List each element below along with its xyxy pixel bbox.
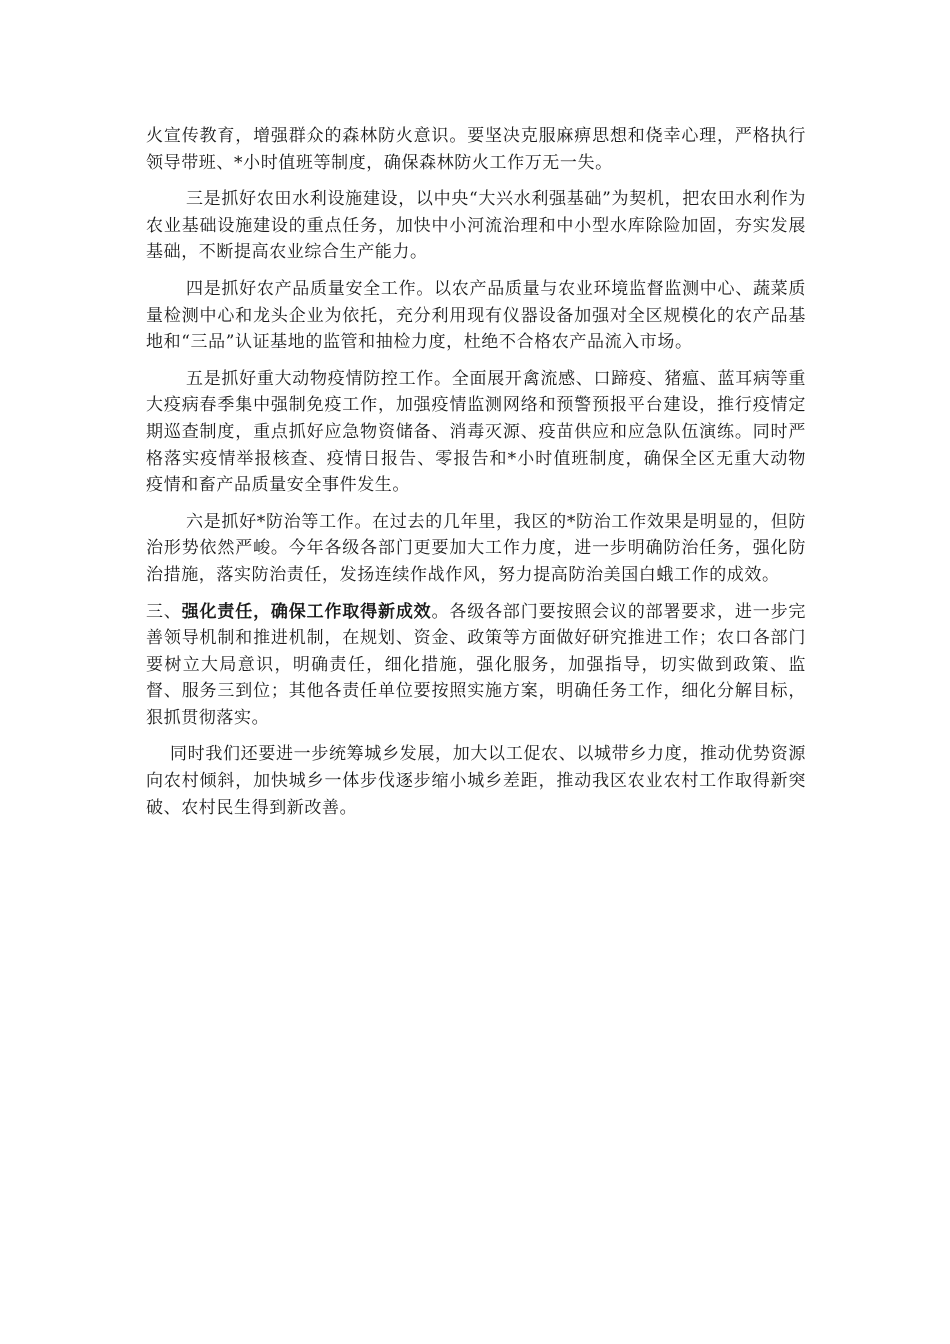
paragraph-irrigation: 三是抓好农田水利设施建设，以中央“大兴水利强基础”为契机，把农田水利作为农业基础设施建设的重点任务，加快中小河流治理和中小型水库除险加固，夯实发展基础，不断提高农业综合生产能力。: [146, 189, 806, 263]
paragraph-forest-fire-continued: 火宣传教育，增强群众的森林防火意识。要坚决克服麻痹思想和侥幸心理，严格执行领导带班、*小时值班等制度，确保森林防火工作万无一失。: [146, 126, 806, 173]
paragraph-pest-control: 六是抓好*防治等工作。在过去的几年里，我区的*防治工作效果是明显的，但防治形势依然严峻。今年各级各部门更要加大工作力度，进一步明确防治任务，强化防治措施，落实防治责任，发扬连续作战作风，努力提高防治美国白蛾工作的成效。: [146, 511, 806, 585]
section-three-body: 。各级各部门要按照会议的部署要求，进一步完善领导机制和推进机制，在规划、资金、政策等方面做好研究推进工作；农口各部门要树立大局意识，明确责任，细化措施，强化服务，加强指导，切实做到政策、监督、服务三到位；其他各责任单位要按照实施方案，明确任务工作，细化分解目标，狠抓贯彻落实。: [146, 601, 807, 728]
paragraph-product-quality: 四是抓好农产品质量安全工作。以农产品质量与农业环境监督监测中心、蔬菜质量检测中心和龙头企业为依托，充分利用现有仪器设备加强对全区规模化的农产品基地和“三品”认证基地的监管和抽检力度，杜绝不合格农产品流入市场。: [146, 278, 806, 353]
section-three-prefix: 三、: [146, 601, 182, 622]
section-three-heading: 强化责任，确保工作取得新成效: [181, 601, 432, 622]
paragraph-animal-epidemic: 五是抓好重大动物疫情防控工作。全面展开禽流感、口蹄疫、猪瘟、蓝耳病等重大疫病春季集中强制免疫工作，加强疫情监测网络和预警预报平台建设，推行疫情定期巡查制度，重点抓好应急物资储备、消毒灭源、疫苗供应和应急队伍演练。同时严格落实疫情举报核查、疫情日报告、零报告和*小时值班制度，确保全区无重大动物疫情和畜产品质量安全事件发生。: [146, 368, 806, 496]
paragraph-closing: 同时我们还要进一步统筹城乡发展，加大以工促农、以城带乡力度，推动优势资源向农村倾斜，加快城乡一体步伐逐步缩小城乡差距，推动我区农业农村工作取得新突破、农村民生得到新改善。: [146, 744, 806, 818]
section-three-paragraph: [146, 599, 806, 732]
document-body: [146, 123, 806, 831]
